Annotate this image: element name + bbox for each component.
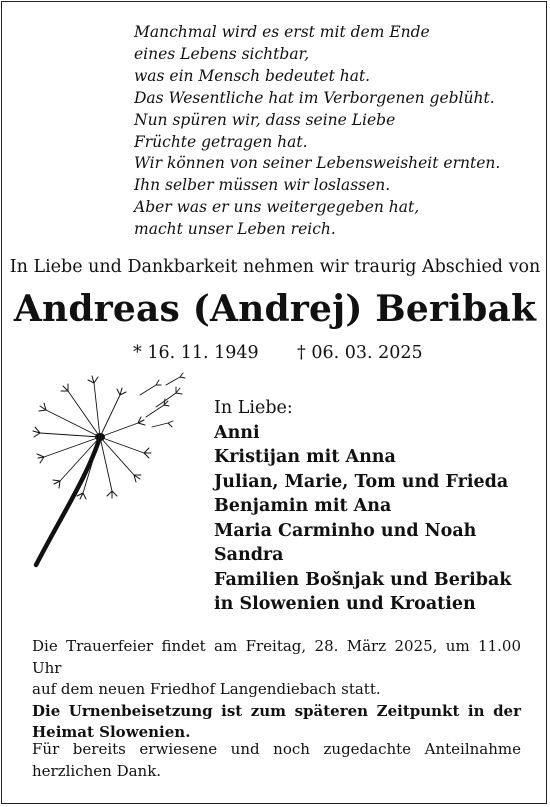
poem-line: was ein Mensch bedeutet hat.: [134, 66, 371, 85]
poem-line: Wir können von seiner Lebensweisheit ernten.: [134, 154, 501, 173]
dandelion-icon: [28, 365, 198, 570]
burial-line: Heimat Slowenien.: [32, 723, 191, 741]
burial-line: Die Urnenbeisetzung ist zum späteren Zeitpunkt in der: [32, 701, 521, 720]
death-date: † 06. 03. 2025: [297, 343, 423, 363]
mourner-name: Kristijan mit Anna: [214, 447, 396, 467]
mourner-name: in Slowenien und Kroatien: [214, 594, 476, 614]
poem-line: eines Lebens sichtbar,: [134, 44, 310, 63]
funeral-service-info: [32, 636, 521, 744]
poem-line: Manchmal wird es erst mit dem Ende: [134, 23, 430, 41]
service-line: Die Trauerfeier findet am Freitag, 28. März 2025, um 11.00 Uhr: [32, 637, 521, 677]
poem-line: Ihn selber müssen wir loslassen.: [134, 176, 391, 195]
poem-line: Nun spüren wir, dass seine Liebe: [134, 110, 396, 129]
mourner-name: Julian, Marie, Tom und Frieda: [214, 471, 509, 492]
thanks-line: herzlichen Dank.: [32, 761, 162, 780]
poem-line: Früchte getragen hat.: [134, 132, 308, 151]
mourners-heading: In Liebe:: [214, 398, 293, 418]
thanks-line: Für bereits erwiesene und noch zugedachte Anteilnahme: [32, 740, 521, 758]
mourner-name: Familien Bošnjak und Beribak: [214, 569, 512, 590]
mourner-name: Anni: [214, 422, 260, 443]
mourner-name: Sandra: [214, 545, 284, 565]
farewell-intro: In Liebe und Dankbarkeit nehmen wir traurig Abschied von: [9, 257, 541, 277]
deceased-name: Andreas (Andrej) Beribak: [13, 288, 537, 330]
memorial-poem: [134, 22, 514, 241]
poem-line: Das Wesentliche hat im Verborgenen geblüht.: [134, 88, 495, 107]
thanks-note: [32, 739, 521, 782]
poem-line: Aber was er uns weitergegeben hat,: [134, 198, 420, 217]
mourner-name: Benjamin mit Ana: [214, 496, 392, 516]
service-line: auf dem neuen Friedhof Langendiebach statt.: [32, 680, 381, 698]
mourner-name: Maria Carminho und Noah: [214, 520, 477, 541]
birth-date: * 16. 11. 1949: [133, 343, 259, 363]
poem-line: macht unser Leben reich.: [134, 220, 336, 239]
mourners-list: [214, 396, 511, 617]
